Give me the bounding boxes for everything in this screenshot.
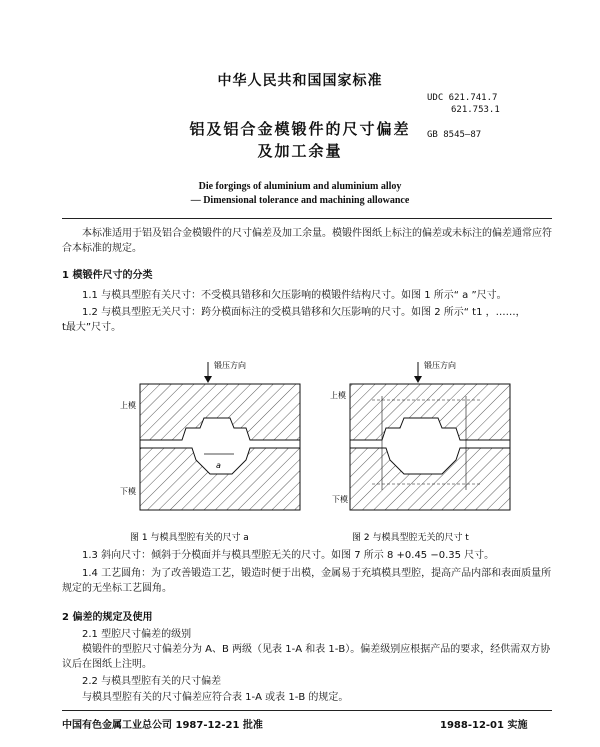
effective-date: 1988-12-01 实施: [440, 720, 528, 731]
national-standard-label: 中华人民共和国国家标准: [217, 73, 383, 89]
fig1-direction-label: 锻压方向: [214, 361, 246, 370]
gb-number: GB 8545—87: [427, 130, 482, 140]
fig2-arrow-head: [414, 376, 422, 383]
item-1-3: 1.3 斜向尺寸：倾斜于分模面并与模具型腔无关的尺寸。如图 7 所示 8 +0.45 −0.35 尺寸。: [82, 550, 495, 561]
item-1-4: 1.4 工艺圆角：为了改善锻造工艺，锻造时便于出模，金属易于充填模具型腔，提高产品内部和表面质量所规定的无坐标工艺圆角。: [62, 568, 552, 594]
figure-1: [120, 360, 300, 510]
item-2-2-text: 与模具型腔有关的尺寸偏差应符合表 1-A 或表 1-B 的规定。: [82, 692, 349, 703]
item-1-2-line-1: 1.2 与模具型腔无关尺寸：跨分模面标注的受模具错移和欠压影响的尺寸。如图 2 所示“ t1 ，……，: [82, 307, 526, 318]
english-title: [0, 180, 600, 208]
item-1-2-line-2: t最大”尺寸。: [62, 322, 122, 333]
document-title: [150, 118, 450, 162]
item-2-1: 2.1 型腔尺寸偏差的级别: [82, 629, 192, 640]
title-line-1: 铝及铝合金模锻件的尺寸偏差: [189, 120, 411, 138]
udc-line-1: UDC 621.741.7: [427, 93, 498, 103]
footer-divider: [62, 710, 552, 711]
english-title-line-2: — Dimensional tolerance and machining allowance: [190, 195, 410, 206]
english-title-line-1: Die forgings of aluminium and aluminium alloy: [198, 181, 402, 192]
intro-paragraph: 本标准适用于铝及铝合金模锻件的尺寸偏差及加工余量。模锻件图纸上标注的偏差或未标注的偏差通常应符合本标准的规定。: [62, 228, 552, 254]
item-2-1-text: 模锻件的型腔尺寸偏差分为 A、B 两级（见表 1-A 和表 1-B）。偏差级别应根据产品的要求，经供需双方协议后在图纸上注明。: [62, 644, 551, 670]
fig1-lower-label: 下模: [120, 487, 136, 496]
approval-date: 中国有色金属工业总公司 1987-12-21 批准: [62, 720, 263, 731]
fig2-direction-label: 锻压方向: [424, 361, 456, 370]
item-2-2: 2.2 与模具型腔有关的尺寸偏差: [82, 676, 222, 687]
udc-line-2: 621.753.1: [451, 105, 500, 115]
figures-area: [120, 356, 540, 548]
figure-2: [330, 360, 510, 510]
udc-code: [427, 92, 500, 116]
fig1-arrow-head: [204, 376, 212, 383]
fig1-dim-label: a: [216, 461, 221, 470]
fig2-upper-label: 上模: [330, 391, 346, 400]
figure-1-caption: 图 1 与模具型腔有关的尺寸 a: [130, 533, 249, 543]
fig1-upper-label: 上模: [120, 401, 136, 410]
title-line-2: 及加工余量: [257, 142, 343, 160]
header-divider: [62, 218, 552, 219]
section-1-heading: 1 模锻件尺寸的分类: [62, 270, 153, 281]
fig2-lower-label: 下模: [332, 495, 348, 504]
figure-2-caption: 图 2 与模具型腔无关的尺寸 t: [352, 533, 469, 543]
section-2-heading: 2 偏差的规定及使用: [62, 612, 153, 623]
item-1-1: 1.1 与模具型腔有关尺寸：不受模具错移和欠压影响的模锻件结构尺寸。如图 1 所示“ a ”尺寸。: [82, 290, 507, 301]
